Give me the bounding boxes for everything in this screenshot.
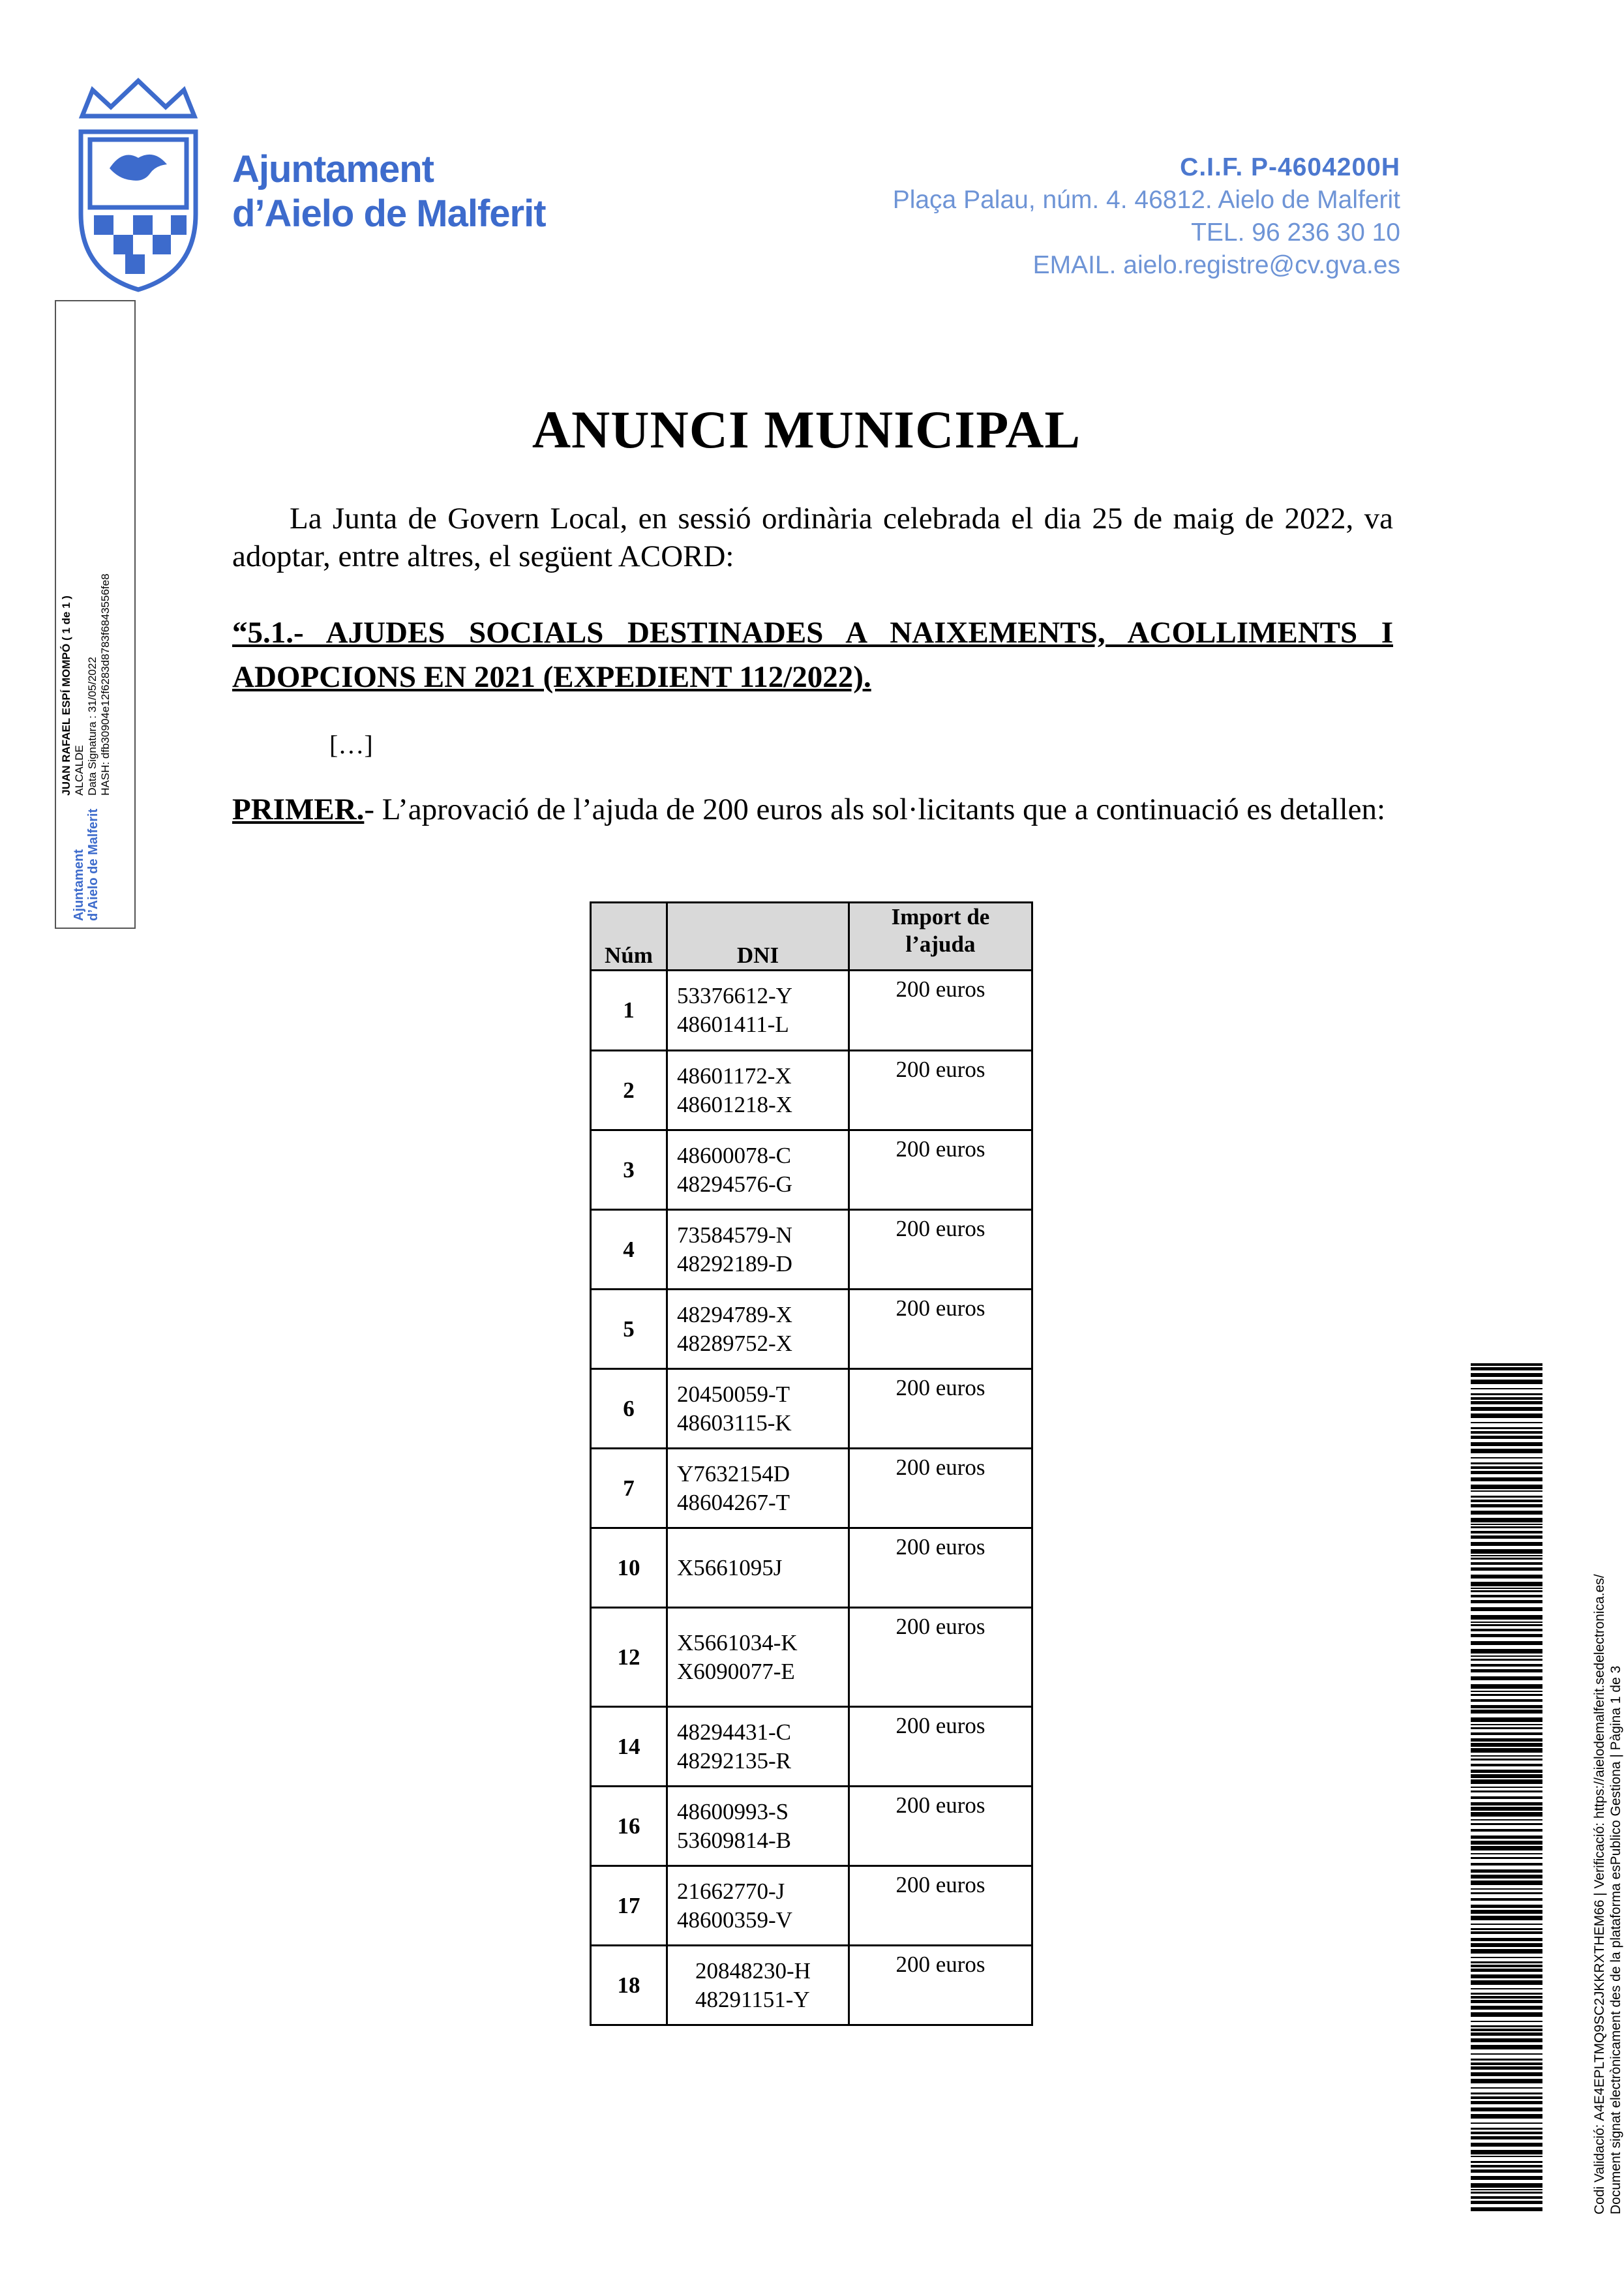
barcode-bar [1471,2032,1542,2036]
barcode-bar [1471,1943,1542,1947]
row-num: 14 [591,1707,667,1787]
dni-value: 48600359-V [677,1907,792,1933]
dni-value: 48292135-R [677,1747,791,1774]
barcode-bar [1471,1743,1542,1747]
barcode-bar [1471,1558,1542,1560]
barcode-bar [1471,2150,1542,2154]
barcode-bar [1471,1466,1542,1469]
dni-value: 20450059-T [677,1381,790,1407]
barcode-bar [1471,1595,1542,1597]
barcode-bar [1471,1607,1542,1611]
barcode-bar [1471,1875,1542,1879]
row-num: 10 [591,1528,667,1608]
barcode-bar [1471,1471,1542,1474]
barcode-bar [1471,2021,1542,2022]
barcode-bar [1471,1664,1542,1667]
barcode-bar [1471,2079,1542,2083]
barcode-bar [1471,1974,1542,1978]
barcode-bar [1471,1869,1542,1873]
barcode-bar [1471,1575,1542,1579]
brand-line-2: d’Aielo de Malferit [232,192,546,235]
barcode-bar [1471,1774,1542,1778]
signer-role: ALCALDE [73,745,85,796]
barcode-bar [1471,1691,1542,1692]
barcode-bar [1471,1388,1542,1389]
signature-details [60,573,112,795]
table-row [591,1210,1032,1290]
signature-logo-line-2: d’Aielo de Malferit [86,808,100,921]
signer-name: JUAN RAFAEL ESPÍ MOMPÓ ( 1 de 1 ) [60,596,72,796]
barcode-bar [1471,1823,1542,1825]
header-import-line-1: Import de [891,904,990,929]
row-amount: 200 euros [849,1290,1032,1369]
header-import-line-2: l’ajuda [905,931,976,957]
barcode-bar [1471,1490,1542,1492]
barcode-bar [1471,2006,1542,2010]
barcode-bar [1471,1477,1542,1481]
row-dni [667,1369,849,1449]
barcode-bar [1471,2114,1542,2119]
row-num: 12 [591,1608,667,1707]
row-num: 4 [591,1210,667,1290]
brand-line-1: Ajuntament [232,148,434,190]
barcode-bar [1471,1431,1542,1434]
barcode-bar [1471,1531,1542,1533]
header-import [849,903,1032,971]
barcode-bar [1471,1655,1542,1657]
row-num: 6 [591,1369,667,1449]
row-num: 7 [591,1449,667,1528]
ellipsis: […] [329,730,373,759]
barcode-bar [1471,1600,1542,1603]
header-dni: DNI [667,903,849,971]
barcode-bar [1471,2161,1542,2163]
barcode-bar [1471,1676,1542,1680]
row-num: 18 [591,1946,667,2025]
table-row [591,1946,1032,2025]
row-amount: 200 euros [849,1787,1032,1866]
dni-value: 20848230-H [695,1957,811,1984]
row-amount: 200 euros [849,1210,1032,1290]
dni-value: X5661034-K [677,1629,798,1655]
barcode-bar [1471,1367,1542,1370]
barcode-bar [1471,1732,1542,1735]
barcode-bar [1471,2176,1542,2180]
dni-value: 48601411-L [677,1012,789,1037]
dni-value: 48601218-X [677,1091,792,1117]
barcode-bar [1471,2192,1542,2194]
row-dni [667,971,849,1051]
agreement-heading: “5.1.- AJUDES SOCIALS DESTINADES A NAIXEMENTS, ACOLLIMENTS I ADOPCIONS EN 2021 (EXPEDIENT 112/2022). [232,616,1393,694]
barcode-bar [1471,1634,1542,1637]
barcode-bar [1471,1863,1542,1866]
row-amount: 200 euros [849,1051,1032,1130]
barcode-bar [1471,2183,1542,2188]
barcode-bar [1471,1615,1542,1620]
row-dni [667,1946,849,2025]
barcode-bar [1471,1980,1542,1985]
barcode-bar [1471,1898,1542,1901]
barcode-bar [1471,1829,1542,1832]
barcode-bar [1471,1938,1542,1941]
barcode-bar [1471,2107,1542,2111]
primer-text: - L’aprovació de l’ajuda de 200 euros als sol·licitants que a continuació es detallen: [364,793,1386,826]
cif: C.I.F. P-4604200H [1180,153,1400,181]
barcode-bar [1471,1841,1542,1845]
barcode-bar [1471,2136,1542,2139]
row-num: 16 [591,1787,667,1866]
table-row [591,1369,1032,1449]
barcode-bar [1471,1748,1542,1753]
barcode-bar [1471,1649,1542,1654]
barcode-bar [1471,1413,1542,1418]
barcode-bar [1471,1629,1542,1631]
barcode-bar [1471,2029,1542,2031]
barcode-bar [1471,2207,1542,2211]
barcode-bar [1471,2132,1542,2134]
row-amount: 200 euros [849,1608,1032,1707]
barcode-bar [1471,1555,1542,1556]
signature-logo [72,809,100,921]
dni-value: 48600078-C [677,1142,791,1168]
barcode-bar [1471,2066,1542,2070]
barcode-bar [1471,2059,1542,2061]
barcode-bar [1471,2092,1542,2094]
barcode-bar [1471,1694,1542,1696]
dni-value: 48604267-T [677,1489,790,1515]
header-num: Núm [591,903,667,971]
telephone: TEL. 96 236 30 10 [1191,219,1400,247]
barcode-bar [1471,1988,1542,1989]
barcode-bar [1471,2169,1542,2173]
row-dni [667,1290,849,1369]
barcode-bar [1471,1422,1542,1423]
table-row [591,1787,1032,1866]
barcode-bar [1471,1853,1542,1854]
barcode-bar [1471,1526,1542,1528]
row-num: 17 [591,1866,667,1946]
dni-value: X6090077-E [677,1658,795,1684]
row-amount: 200 euros [849,1866,1032,1946]
signature-logo-line-1: Ajuntament [72,849,86,921]
barcode-bar [1471,1892,1542,1894]
dni-value: X5661095J [677,1554,783,1580]
primer-paragraph [232,791,1393,828]
row-amount: 200 euros [849,1707,1032,1787]
barcode-bar [1471,2196,1542,2199]
barcode-bar [1471,1705,1542,1708]
row-amount: 200 euros [849,1528,1032,1608]
dni-value: 21662770-J [677,1878,785,1904]
email: EMAIL. aielo.registre@cv.gva.es [1032,251,1400,279]
barcode-bar [1471,1504,1542,1507]
dni-value: 53609814-B [677,1827,791,1853]
primer-label: PRIMER. [232,793,365,826]
aid-table [590,901,1033,2026]
barcode-bar [1471,1363,1542,1366]
validation-barcode [1471,1363,1542,2211]
barcode-bar [1471,1755,1542,1757]
barcode-bar [1471,1549,1542,1554]
barcode-bar [1471,1562,1542,1565]
barcode-bar [1471,2101,1542,2104]
barcode-bar [1471,1588,1542,1589]
row-amount: 200 euros [849,971,1032,1051]
row-amount: 200 euros [849,1449,1032,1528]
barcode-bar [1471,1669,1542,1672]
barcode-bar [1471,1724,1542,1725]
barcode-bar [1471,2156,1542,2157]
barcode-bar [1471,1924,1542,1925]
barcode-bar [1471,1462,1542,1464]
barcode-bar [1471,1582,1542,1586]
barcode-bar [1471,1436,1542,1439]
row-num: 2 [591,1051,667,1130]
barcode-bar [1471,1888,1542,1890]
barcode-bar [1471,1819,1542,1820]
barcode-bar [1471,2122,1542,2124]
barcode-bar [1471,1449,1542,1453]
barcode-bar [1471,2062,1542,2065]
barcode-bar [1471,1401,1542,1404]
barcode-bar [1471,1857,1542,1859]
dni-value: Y7632154D [677,1460,790,1487]
barcode-bar [1471,1969,1542,1972]
verification-footer [1591,1438,1624,2214]
brand-name [232,147,546,236]
row-dni [667,1051,849,1130]
barcode-bar [1471,1759,1542,1760]
barcode-bar [1471,1957,1542,1958]
barcode-bar [1471,2000,1542,2003]
row-dni [667,1608,849,1707]
barcode-bar [1471,1717,1542,1722]
barcode-bar [1471,1812,1542,1817]
verification-line-2: Document signat electrònicament des de la plataforma esPublico Gestiona | Pàgina 1 de 3 [1608,1665,1623,2214]
dni-value: 48600993-S [677,1798,789,1824]
barcode-bar [1471,2189,1542,2190]
barcode-bar [1471,2096,1542,2099]
row-num: 3 [591,1130,667,1210]
row-dni [667,1449,849,1528]
barcode-bar [1471,2025,1542,2027]
barcode-bar [1471,1931,1542,1934]
barcode-bar [1471,1807,1542,1811]
barcode-bar [1471,1524,1542,1525]
barcode-bar [1471,1535,1542,1539]
dni-value: 53376612-Y [677,983,792,1008]
barcode-bar [1471,1485,1542,1489]
row-dni [667,1787,849,1866]
barcode-bar [1471,1905,1542,1908]
barcode-bar [1471,2201,1542,2204]
dni-value: 48291151-Y [695,1986,810,2012]
dni-value: 48294576-G [677,1171,792,1197]
table-row [591,971,1032,1051]
barcode-bar [1471,1427,1542,1429]
barcode-bar [1471,1622,1542,1623]
dni-value: 48292189-D [677,1250,792,1276]
dni-value: 48294431-C [677,1719,791,1745]
barcode-bar [1471,1949,1542,1954]
row-amount: 200 euros [849,1946,1032,2025]
barcode-bar [1471,1380,1542,1384]
barcode-bar [1471,1727,1542,1729]
barcode-bar [1471,1710,1542,1714]
barcode-bar [1471,1397,1542,1400]
barcode-bar [1471,2072,1542,2076]
table-row [591,1528,1032,1608]
barcode-bar [1471,1442,1542,1446]
dni-value: 48289752-X [677,1330,792,1356]
barcode-bar [1471,2012,1542,2017]
dni-value: 48601172-X [677,1063,792,1089]
barcode-bar [1471,1699,1542,1702]
barcode-bar [1471,1496,1542,1498]
barcode-bar [1471,1590,1542,1592]
barcode-bar [1471,1738,1542,1742]
signature-hash: HASH: dfb30904e12f6283d8783f6843556fe8 [99,573,112,796]
barcode-bar [1471,2053,1542,2055]
barcode-bar [1471,1770,1542,1773]
barcode-bar [1471,1511,1542,1515]
barcode-bar [1471,2038,1542,2042]
table-row [591,1130,1032,1210]
barcode-bar [1471,1961,1542,1963]
row-num: 5 [591,1290,667,1369]
table-row [591,1290,1032,1369]
table-row [591,1449,1032,1528]
barcode-bar [1471,1996,1542,1999]
table-row [591,1707,1032,1787]
barcode-bar [1471,1567,1542,1571]
municipal-crest-logo [73,77,203,292]
barcode-bar [1471,1796,1542,1799]
row-amount: 200 euros [849,1369,1032,1449]
dni-value: 73584579-N [677,1222,792,1248]
barcode-bar [1471,1965,1542,1967]
signature-date: Data Signatura : 31/05/2022 [86,657,98,796]
row-dni [667,1707,849,1787]
barcode-bar [1471,1393,1542,1395]
barcode-bar [1471,1790,1542,1792]
barcode-bar [1471,1881,1542,1885]
barcode-bar [1471,1928,1542,1930]
barcode-bar [1471,1846,1542,1850]
table-row [591,1608,1032,1707]
barcode-bar [1471,1684,1542,1689]
barcode-bar [1471,1910,1542,1914]
dni-value: 48603115-K [677,1410,792,1436]
barcode-bar [1471,1373,1542,1377]
dni-value: 48294789-X [677,1301,792,1327]
page-title: ANUNCI MUNICIPAL [532,400,1081,459]
barcode-bar [1471,1835,1542,1839]
signature-stamp [55,300,136,929]
barcode-bar [1471,2045,1542,2049]
row-dni [667,1210,849,1290]
intro-paragraph: La Junta de Govern Local, en sessió ordinària celebrada el dia 25 de maig de 2022, va adoptar, entre altres, el següent ACORD: [232,502,1393,573]
barcode-bar [1471,1802,1542,1805]
barcode-bar [1471,1993,1542,1995]
contact-block [893,151,1400,282]
row-dni [667,1866,849,1946]
barcode-bar [1471,1641,1542,1645]
barcode-bar [1471,2087,1542,2089]
row-num: 1 [591,971,667,1051]
table-row [591,1051,1032,1130]
table-row [591,1866,1032,1946]
barcode-bar [1471,2165,1542,2168]
barcode-bar [1471,1659,1542,1661]
barcode-bar [1471,2128,1542,2130]
row-dni [667,1528,849,1608]
address: Plaça Palau, núm. 4. 46812. Aielo de Malferit [892,186,1400,214]
barcode-bar [1471,1542,1542,1546]
barcode-bar [1471,1500,1542,1502]
barcode-bar [1471,1916,1542,1920]
barcode-bar [1471,1518,1542,1522]
row-dni [667,1130,849,1210]
barcode-bar [1471,2143,1542,2147]
barcode-bar [1471,1764,1542,1766]
barcode-bar [1471,1457,1542,1458]
barcode-bar [1471,1787,1542,1788]
barcode-bar [1471,1624,1542,1626]
verification-line-1: Codi Validació: A4E4EPLTMQ9SC2JKKRXTHEM66 | Verificació: https://aielodemalferit.sedelectronica.es/ [1592,1574,1607,2214]
barcode-bar [1471,1407,1542,1411]
barcode-bar [1471,1779,1542,1784]
row-amount: 200 euros [849,1130,1032,1210]
